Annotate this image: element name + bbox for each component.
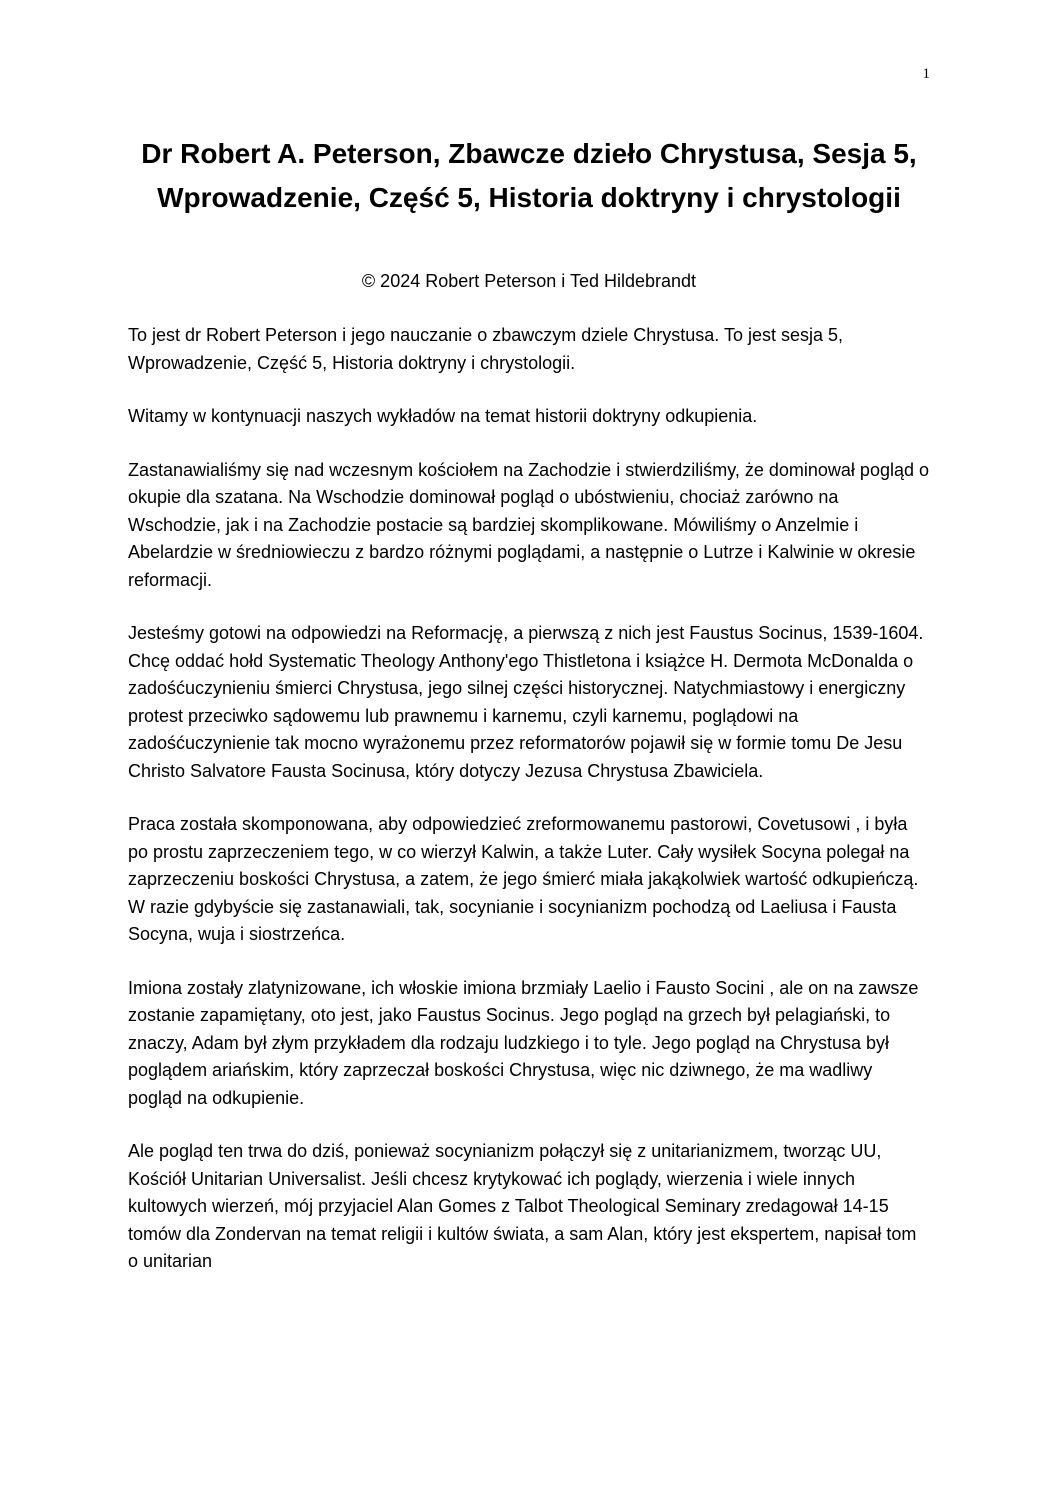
paragraph: Jesteśmy gotowi na odpowiedzi na Reformację, a pierwszą z nich jest Faustus Socinus, 1539-1604. Chcę oddać hołd Systematic Theology Anthony'ego Thistletona i książce H. Dermota McDonalda o zadośćuczynieniu śmierci Chrystusa, jego silnej części historycznej. Natychmiastowy i energiczny protest przeciwko sądowemu lub prawnemu i karnemu, czyli karnemu, poglądowi na zadośćuczynienie tak mocno wyrażonemu przez reformatorów pojawił się w formie tomu De Jesu Christo Salvatore Fausta Socinusa, który dotyczy Jezusa Chrystusa Zbawiciela.	[128, 623, 924, 781]
document-title: Dr Robert A. Peterson, Zbawcze dzieło Chrystusa, Sesja 5, Wprowadzenie, Część 5, Historia doktryny i chrystologii	[141, 138, 917, 213]
paragraph: Ale pogląd ten trwa do dziś, ponieważ socynianizm połączył się z unitarianizmem, tworząc UU, Kościół Unitarian Universalist. Jeśli chcesz krytykować ich poglądy, wierzenia i wiele innych kultowych wierzeń, mój przyjaciel Alan Gomes z Talbot Theological Seminary zredagował 14-15 tomów dla Zondervan na temat religii i kultów świata, a sam Alan, który jest ekspertem, napisał tom o unitarian	[128, 1141, 917, 1271]
copyright-line: © 2024 Robert Peterson i Ted Hildebrandt	[361, 271, 697, 291]
document-body	[128, 322, 930, 1302]
paragraph: Zastanawialiśmy się nad wczesnym kościołem na Zachodzie i stwierdziliśmy, że dominował pogląd o okupie dla szatana. Na Wschodzie dominował pogląd o ubóstwieniu, chociaż zarówno na Wschodzie, jak i na Zachodzie postacie są bardziej skomplikowane. Mówiliśmy o Anzelmie i Abelardzie w średniowieczu z bardzo różnymi poglądami, a następnie o Lutrze i Kalwinie w okresie reformacji.	[128, 459, 929, 590]
paragraph: To jest dr Robert Peterson i jego nauczanie o zbawczym dziele Chrystusa. To jest sesja 5, Wprowadzenie, Część 5, Historia doktryny i chrystologii.	[128, 325, 844, 373]
paragraph: Praca została skomponowana, aby odpowiedzieć zreformowanemu pastorowi, Covetusowi , i była po prostu zaprzeczeniem tego, w co wierzył Kalwin, a także Luter. Cały wysiłek Socyna polegał na zaprzeczeniu boskości Chrystusa, a zatem, że jego śmierć miała jakąkolwiek wartość odkupieńczą. W razie gdybyście się zastanawiali, tak, socynianie i socynianizm pochodzą od Laeliusa i Fausta Socyna, wuja i siostrzeńca.	[128, 814, 919, 944]
page-number: 1	[922, 66, 930, 82]
paragraph: Imiona zostały zlatynizowane, ich włoskie imiona brzmiały Laelio i Fausto Socini , ale on na zawsze zostanie zapamiętany, oto jest, jako Faustus Socinus. Jego pogląd na grzech był pelagiański, to znaczy, Adam był złym przykładem dla rodzaju ludzkiego i to tyle. Jego pogląd na Chrystusa był poglądem ariańskim, który zaprzeczał boskości Chrystusa, więc nic dziwnego, że ma wadliwy pogląd na odkupienie.	[128, 977, 919, 1108]
paragraph: Witamy w kontynuacji naszych wykładów na temat historii doktryny odkupienia.	[128, 406, 758, 426]
